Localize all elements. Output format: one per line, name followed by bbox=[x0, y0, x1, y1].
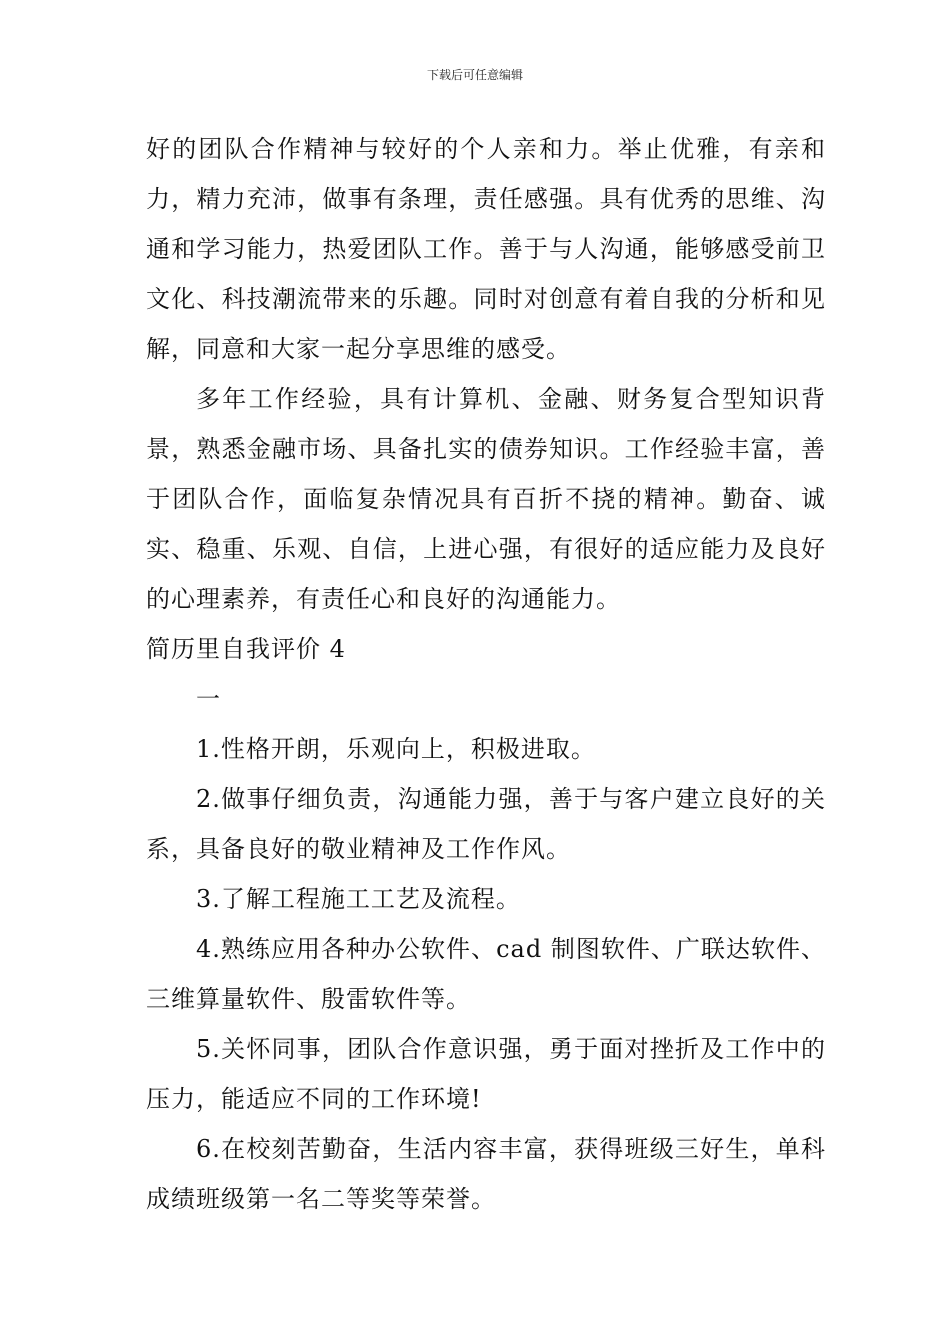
list-item: 1.性格开朗，乐观向上，积极进取。 bbox=[196, 735, 596, 763]
document-body bbox=[146, 124, 826, 1224]
list-item: 6.在校刻苦勤奋，生活内容丰富，获得班级三好生，单科成绩班级第一名二等奖等荣誉。 bbox=[146, 1135, 826, 1213]
section-subheading: 一 bbox=[196, 685, 221, 713]
paragraph-2: 多年工作经验，具有计算机、金融、财务复合型知识背景，熟悉金融市场、具备扎实的债券知识。工作经验丰富，善于团队合作，面临复杂情况具有百折不挠的精神。勤奋、诚实、稳重、乐观、自信，上进心强，有很好的适应能力及良好的心理素养，有责任心和良好的沟通能力。 bbox=[146, 385, 826, 613]
list-item: 3.了解工程施工工艺及流程。 bbox=[196, 885, 521, 913]
list-item: 2.做事仔细负责，沟通能力强，善于与客户建立良好的关系，具备良好的敬业精神及工作作风。 bbox=[146, 785, 826, 863]
section-title: 简历里自我评价 4 bbox=[146, 635, 346, 663]
page-header: 下载后可任意编辑 bbox=[426, 68, 523, 82]
paragraph-1: 好的团队合作精神与较好的个人亲和力。举止优雅，有亲和力，精力充沛，做事有条理，责任感强。具有优秀的思维、沟通和学习能力，热爱团队工作。善于与人沟通，能够感受前卫文化、科技潮流带来的乐趣。同时对创意有着自我的分析和见解，同意和大家一起分享思维的感受。 bbox=[146, 135, 826, 363]
list-item: 4.熟练应用各种办公软件、cad 制图软件、广联达软件、三维算量软件、殷雷软件等。 bbox=[146, 935, 826, 1013]
list-item: 5.关怀同事，团队合作意识强，勇于面对挫折及工作中的压力，能适应不同的工作环境! bbox=[146, 1035, 826, 1113]
